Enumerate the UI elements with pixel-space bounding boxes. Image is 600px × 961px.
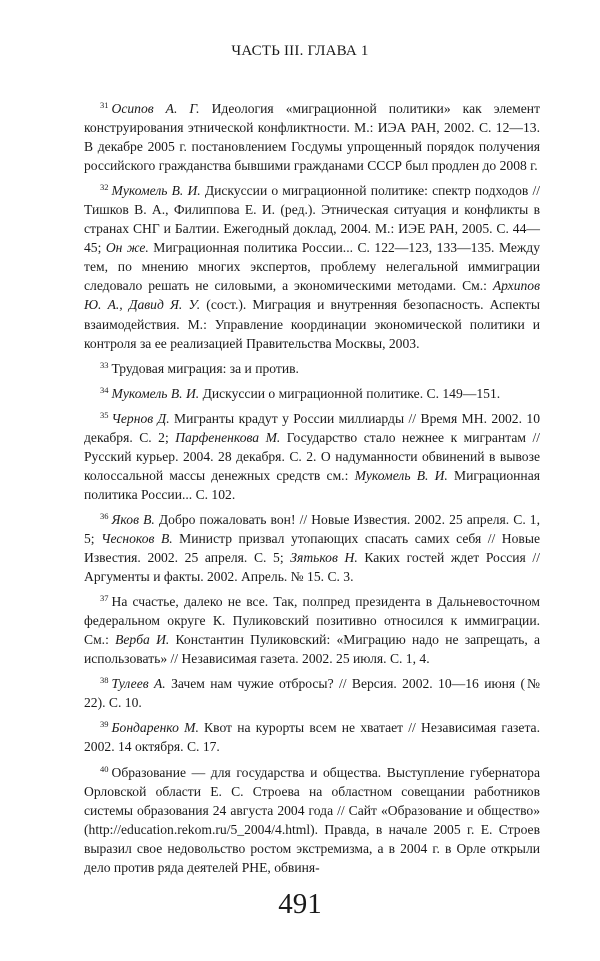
footnote-text: Константин Пуликовский: «Миграцию надо не запрещать, а использовать» // Независимая газета. 2002. 25 июля. С. 1, 4. <box>84 632 540 667</box>
footnote-39 <box>84 715 540 756</box>
footnote-author: Он же. <box>105 240 149 256</box>
footnote-author: Мукомель В. И. <box>354 467 448 483</box>
footnote-33 <box>84 356 540 378</box>
footnote-number: 40 <box>100 763 109 774</box>
footnote-text: Добро пожаловать вон! // Новые Известия. 2002. 25 апреля. С. 1, 5; <box>84 511 541 546</box>
footnote-number: 38 <box>100 675 109 686</box>
footnote-number: 34 <box>100 384 109 395</box>
footnote-number: 37 <box>100 593 109 604</box>
footnote-author: Мукомель В. И. <box>111 183 201 199</box>
footnote-text: Зачем нам чужие отбросы? // Версия. 2002. 10—16 июня (№ 22). С. 10. <box>84 676 540 711</box>
footnote-32 <box>84 178 540 352</box>
footnote-number: 32 <box>100 182 109 193</box>
footnote-number: 33 <box>100 359 109 370</box>
footnote-text: Миграционная политика России... С. 122—123, 133—135. Между тем, по мнению многих экспертов, проблему нелегальной иммиграции следовало решать не силовыми, а экономическими методами. См.: <box>84 240 540 294</box>
footnote-number: 39 <box>100 719 109 730</box>
footnote-31 <box>84 96 540 175</box>
footnote-author: Парфененкова М. <box>175 429 281 445</box>
footnote-36 <box>84 507 540 586</box>
footnote-author: Тулеев А. <box>111 676 166 692</box>
footnote-text: Образование — для государства и общества. Выступление губернатора Орловской области Е. С. Строева на областном совещании работников системы образования 24 августа 2004 года // Сайт «Образование и общество» (http://education.rekom.ru/5_2004/4.html). Правда, в начале 2005 г. Е. Строев выразил свое недовольство ростом экстремизма, а в 2004 г. в Орле открыли дело против ряда деятелей РНЕ, обвиня- <box>84 764 540 875</box>
footnote-number: 31 <box>100 100 109 110</box>
footnote-text: Каких гостей ждет Россия // Аргументы и факты. 2002. Апрель. № 15. С. 3. <box>84 550 540 585</box>
footnote-author: Бондаренко М. <box>111 720 199 736</box>
footnote-author: Чесноков В. <box>101 530 173 546</box>
footnote-35 <box>84 406 540 504</box>
footnote-number: 35 <box>100 409 109 420</box>
footnote-text: Государство стало нежнее к мигрантам // Русский курьер. 2004. 28 декабря. С. 2. О надуманности обвинений в вывозе колоссальной массы денежных средств см.: <box>84 429 540 483</box>
footnote-author: Архипов Ю. А., Давид Я. У. <box>84 278 540 313</box>
page-number: 491 <box>278 888 322 920</box>
footnote-text: Министр призвал утопающих спасать самих себя // Новые Известия. 2002. 25 апреля. С. 5; <box>84 530 540 566</box>
footnote-34 <box>84 381 540 403</box>
footnote-author: Зятьков Н. <box>290 550 358 566</box>
footnote-text: Трудовая миграция: за и против. <box>111 360 299 376</box>
footnote-37 <box>84 589 540 668</box>
footnote-text: Миграционная политика России... С. 102. <box>84 467 540 502</box>
footnote-text: (сост.). Миграция и внутренняя безопасность. Аспекты взаимодействия. М.: Управление координации экономической политики и контроля за ее реализацией Правительства Москвы, 2003. <box>84 297 540 351</box>
footnote-author: Верба И. <box>115 632 170 648</box>
footnotes-block <box>84 96 540 880</box>
footnote-text: На счастье, далеко не все. Так, полпред президента в Дальневосточном федеральном округе К. Пуликовский позитивно относился к иммиграции. См.: <box>84 594 540 648</box>
footnote-text: Мигранты крадут у России миллиарды // Время МН. 2002. 10 декабря. С. 2; <box>84 410 540 445</box>
footnote-text: Квот на курорты всем не хватает // Независимая газета. 2002. 14 октября. С. 17. <box>84 720 540 755</box>
footnote-text: Дискуссии о миграционной политике. С. 149—151. <box>199 385 501 401</box>
footnote-number: 36 <box>100 510 109 521</box>
footnote-author: Осипов А. Г. <box>111 101 200 116</box>
running-header: ЧАСТЬ III. ГЛАВА 1 <box>231 43 369 59</box>
footnote-text: Дискуссии о миграционной политике: спектр подходов // Тишков В. А., Филиппова Е. И. (ред.). Этническая ситуация и конфликты в странах СНГ и Балтии. Ежегодный доклад, 2004. М.: ИЭЕ РАН, 2005. С. 44—45; <box>84 183 540 256</box>
footnote-38 <box>84 671 540 712</box>
footnote-author: Мукомель В. И. <box>111 385 200 401</box>
footnote-text: Идеология «миграционной политики» как элемент конструирования этнической конфликтности. М.: ИЭА РАН, 2002. С. 12—13. В декабре 2005 г. постановлением Госдумы упрощенный порядок получения российского гражданства бывшими гражданами СССР был продлен до 2008 г. <box>84 101 541 174</box>
footnote-author: Яков В. <box>111 511 155 527</box>
footnote-40 <box>84 760 540 877</box>
footnote-author: Чернов Д. <box>111 410 170 426</box>
